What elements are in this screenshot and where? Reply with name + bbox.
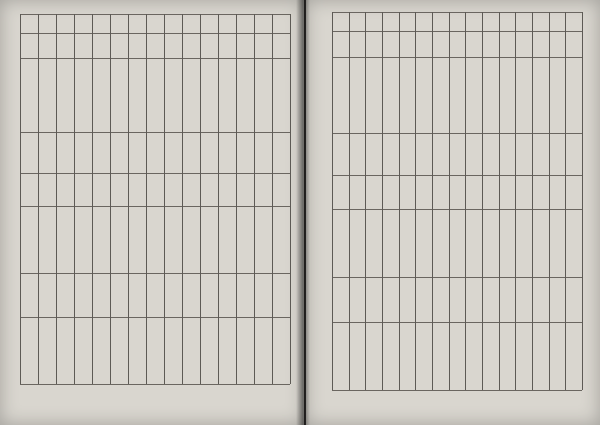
table-column-rule: [449, 12, 450, 390]
table-column-rule: [365, 12, 366, 390]
table-column-rule: [432, 12, 433, 390]
table-column-rule: [218, 14, 219, 384]
book-gutter: [296, 0, 310, 425]
table-row-rule: [20, 206, 290, 207]
table-row-rule: [20, 58, 290, 59]
table-row-rule: [332, 175, 582, 176]
table-row-rule: [20, 14, 290, 15]
table-column-rule: [254, 14, 255, 384]
table-column-rule: [332, 12, 333, 390]
table-column-rule: [272, 14, 273, 384]
table-row-rule: [20, 33, 290, 34]
table-row-rule: [20, 132, 290, 133]
table-column-rule: [549, 12, 550, 390]
table-row-rule: [332, 322, 582, 323]
table-row-rule: [332, 209, 582, 210]
table-column-rule: [200, 14, 201, 384]
table-row-rule: [332, 31, 582, 32]
table-column-rule: [38, 14, 39, 384]
table-column-rule: [146, 14, 147, 384]
table-column-rule: [382, 12, 383, 390]
table-row-rule: [332, 390, 582, 391]
table-row-rule: [332, 277, 582, 278]
table-column-rule: [182, 14, 183, 384]
table-row-rule: [20, 384, 290, 385]
table-column-rule: [415, 12, 416, 390]
table-column-rule: [92, 14, 93, 384]
right-table: [332, 12, 582, 390]
table-column-rule: [499, 12, 500, 390]
table-column-rule: [56, 14, 57, 384]
table-column-rule: [565, 12, 566, 390]
table-column-rule: [20, 14, 21, 384]
table-column-rule: [110, 14, 111, 384]
table-column-rule: [465, 12, 466, 390]
table-column-rule: [74, 14, 75, 384]
table-column-rule: [128, 14, 129, 384]
table-row-rule: [20, 173, 290, 174]
table-row-rule: [332, 133, 582, 134]
table-column-rule: [164, 14, 165, 384]
table-column-rule: [349, 12, 350, 390]
table-column-rule: [236, 14, 237, 384]
table-column-rule: [399, 12, 400, 390]
right-page: [306, 0, 600, 425]
table-column-rule: [532, 12, 533, 390]
table-row-rule: [332, 57, 582, 58]
table-row-rule: [20, 273, 290, 274]
table-row-rule: [20, 317, 290, 318]
table-column-rule: [515, 12, 516, 390]
table-column-rule: [290, 14, 291, 384]
table-column-rule: [582, 12, 583, 390]
left-table: [20, 14, 290, 384]
table-row-rule: [332, 12, 582, 13]
table-column-rule: [482, 12, 483, 390]
